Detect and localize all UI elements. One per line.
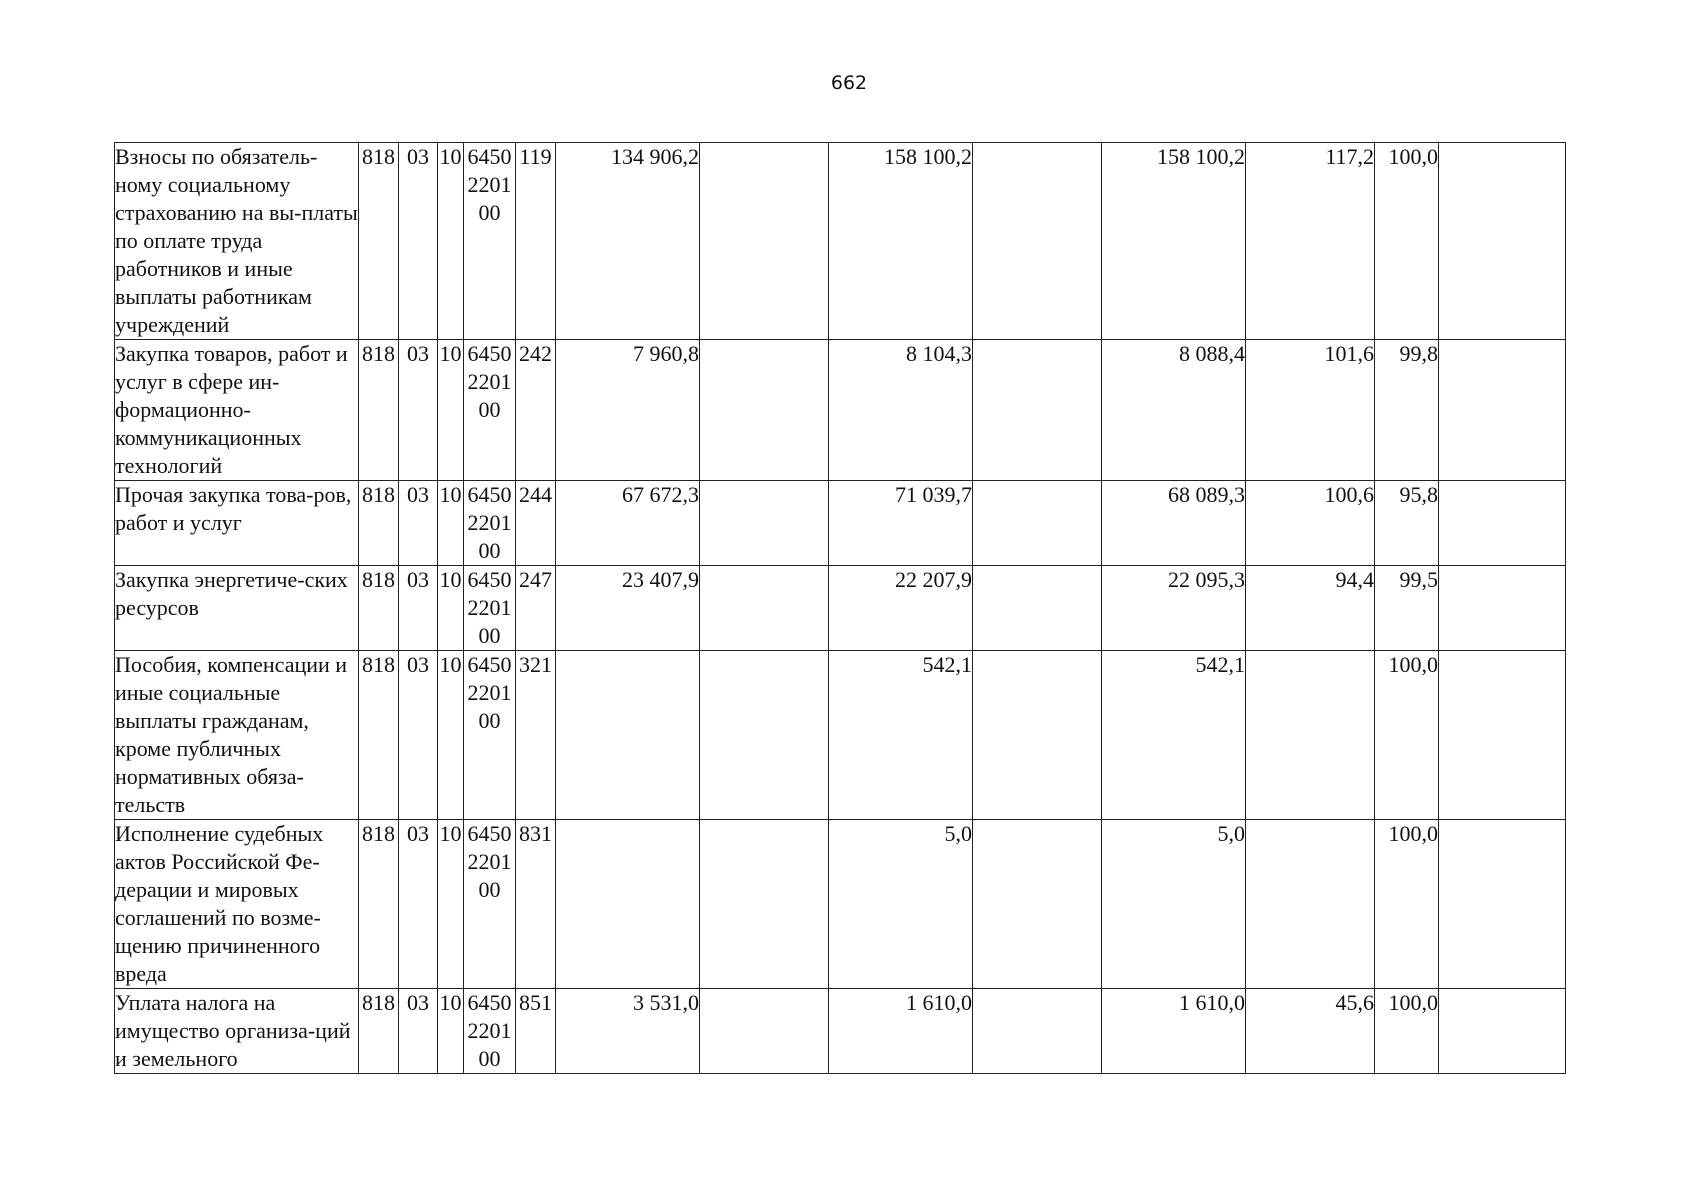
blank-cell bbox=[973, 566, 1102, 651]
item-description: Закупка товаров, работ и услуг в сфере ин-формационно-коммуникационных технологий bbox=[115, 340, 359, 481]
target-article-code: 6450 2201 00 bbox=[464, 651, 516, 820]
blank-cell bbox=[700, 481, 829, 566]
amount-3: 1 610,0 bbox=[1102, 989, 1246, 1074]
blank-cell bbox=[1439, 340, 1566, 481]
percent-2: 100,0 bbox=[1375, 820, 1439, 989]
amount-3: 22 095,3 bbox=[1102, 566, 1246, 651]
target-article-code: 6450 2201 00 bbox=[464, 989, 516, 1074]
amount-3: 8 088,4 bbox=[1102, 340, 1246, 481]
blank-cell bbox=[973, 651, 1102, 820]
blank-cell bbox=[700, 820, 829, 989]
blank-cell bbox=[973, 340, 1102, 481]
expense-type-code: 851 bbox=[516, 989, 556, 1074]
section-code: 03 bbox=[399, 481, 438, 566]
percent-1: 117,2 bbox=[1246, 143, 1375, 340]
section-code: 03 bbox=[399, 820, 438, 989]
target-article-code: 6450 2201 00 bbox=[464, 566, 516, 651]
blank-cell bbox=[700, 989, 829, 1074]
amount-3: 5,0 bbox=[1102, 820, 1246, 989]
amount-2: 22 207,9 bbox=[829, 566, 973, 651]
ministry-code: 818 bbox=[359, 481, 399, 566]
blank-cell bbox=[1439, 143, 1566, 340]
table-row bbox=[115, 989, 1566, 1074]
amount-1: 23 407,9 bbox=[556, 566, 700, 651]
table-body bbox=[115, 143, 1566, 1074]
blank-cell bbox=[700, 340, 829, 481]
blank-cell bbox=[700, 566, 829, 651]
section-code: 03 bbox=[399, 143, 438, 340]
amount-2: 71 039,7 bbox=[829, 481, 973, 566]
target-article-code: 6450 2201 00 bbox=[464, 820, 516, 989]
amount-2: 8 104,3 bbox=[829, 340, 973, 481]
section-code: 03 bbox=[399, 989, 438, 1074]
subsection-code: 10 bbox=[438, 566, 464, 651]
percent-1: 45,6 bbox=[1246, 989, 1375, 1074]
table-row bbox=[115, 566, 1566, 651]
ministry-code: 818 bbox=[359, 989, 399, 1074]
blank-cell bbox=[1439, 481, 1566, 566]
blank-cell bbox=[973, 143, 1102, 340]
blank-cell bbox=[973, 481, 1102, 566]
expense-type-code: 831 bbox=[516, 820, 556, 989]
table-row bbox=[115, 481, 1566, 566]
subsection-code: 10 bbox=[438, 989, 464, 1074]
item-description: Взносы по обязатель-ному социальному страхованию на вы-платы по оплате труда работников и иные выплаты работникам учреждений bbox=[115, 143, 359, 340]
percent-2: 95,8 bbox=[1375, 481, 1439, 566]
amount-1 bbox=[556, 820, 700, 989]
percent-1: 101,6 bbox=[1246, 340, 1375, 481]
amount-1: 3 531,0 bbox=[556, 989, 700, 1074]
percent-1 bbox=[1246, 651, 1375, 820]
blank-cell bbox=[1439, 651, 1566, 820]
expense-type-code: 119 bbox=[516, 143, 556, 340]
item-description: Уплата налога на имущество организа-ций и земельного bbox=[115, 989, 359, 1074]
section-code: 03 bbox=[399, 566, 438, 651]
item-description: Пособия, компенсации и иные социальные выплаты гражданам, кроме публичных нормативных обяза-тельств bbox=[115, 651, 359, 820]
subsection-code: 10 bbox=[438, 820, 464, 989]
ministry-code: 818 bbox=[359, 820, 399, 989]
target-article-code: 6450 2201 00 bbox=[464, 481, 516, 566]
percent-2: 99,5 bbox=[1375, 566, 1439, 651]
item-description: Исполнение судебных актов Российской Фе-дерации и мировых соглашений по возме-щению причиненного вреда bbox=[115, 820, 359, 989]
ministry-code: 818 bbox=[359, 651, 399, 820]
subsection-code: 10 bbox=[438, 651, 464, 820]
subsection-code: 10 bbox=[438, 481, 464, 566]
target-article-code: 6450 2201 00 bbox=[464, 143, 516, 340]
expense-type-code: 244 bbox=[516, 481, 556, 566]
percent-1: 100,6 bbox=[1246, 481, 1375, 566]
amount-1: 67 672,3 bbox=[556, 481, 700, 566]
ministry-code: 818 bbox=[359, 143, 399, 340]
percent-2: 100,0 bbox=[1375, 989, 1439, 1074]
expense-type-code: 242 bbox=[516, 340, 556, 481]
target-article-code: 6450 2201 00 bbox=[464, 340, 516, 481]
amount-3: 68 089,3 bbox=[1102, 481, 1246, 566]
amount-1: 7 960,8 bbox=[556, 340, 700, 481]
percent-1: 94,4 bbox=[1246, 566, 1375, 651]
page-number: 662 bbox=[830, 72, 868, 94]
item-description: Закупка энергетиче-ских ресурсов bbox=[115, 566, 359, 651]
budget-table bbox=[114, 142, 1566, 1074]
blank-cell bbox=[700, 651, 829, 820]
blank-cell bbox=[700, 143, 829, 340]
ministry-code: 818 bbox=[359, 340, 399, 481]
expense-type-code: 247 bbox=[516, 566, 556, 651]
table-row bbox=[115, 820, 1566, 989]
ministry-code: 818 bbox=[359, 566, 399, 651]
percent-2: 99,8 bbox=[1375, 340, 1439, 481]
subsection-code: 10 bbox=[438, 143, 464, 340]
expense-type-code: 321 bbox=[516, 651, 556, 820]
amount-1: 134 906,2 bbox=[556, 143, 700, 340]
percent-2: 100,0 bbox=[1375, 143, 1439, 340]
subsection-code: 10 bbox=[438, 340, 464, 481]
item-description: Прочая закупка това-ров, работ и услуг bbox=[115, 481, 359, 566]
amount-2: 1 610,0 bbox=[829, 989, 973, 1074]
amount-2: 542,1 bbox=[829, 651, 973, 820]
blank-cell bbox=[973, 989, 1102, 1074]
section-code: 03 bbox=[399, 651, 438, 820]
amount-3: 158 100,2 bbox=[1102, 143, 1246, 340]
blank-cell bbox=[1439, 820, 1566, 989]
amount-2: 158 100,2 bbox=[829, 143, 973, 340]
blank-cell bbox=[1439, 566, 1566, 651]
table-row bbox=[115, 143, 1566, 340]
percent-2: 100,0 bbox=[1375, 651, 1439, 820]
amount-3: 542,1 bbox=[1102, 651, 1246, 820]
table-row bbox=[115, 651, 1566, 820]
blank-cell bbox=[1439, 989, 1566, 1074]
amount-1 bbox=[556, 651, 700, 820]
blank-cell bbox=[973, 820, 1102, 989]
percent-1 bbox=[1246, 820, 1375, 989]
section-code: 03 bbox=[399, 340, 438, 481]
amount-2: 5,0 bbox=[829, 820, 973, 989]
table-row bbox=[115, 340, 1566, 481]
